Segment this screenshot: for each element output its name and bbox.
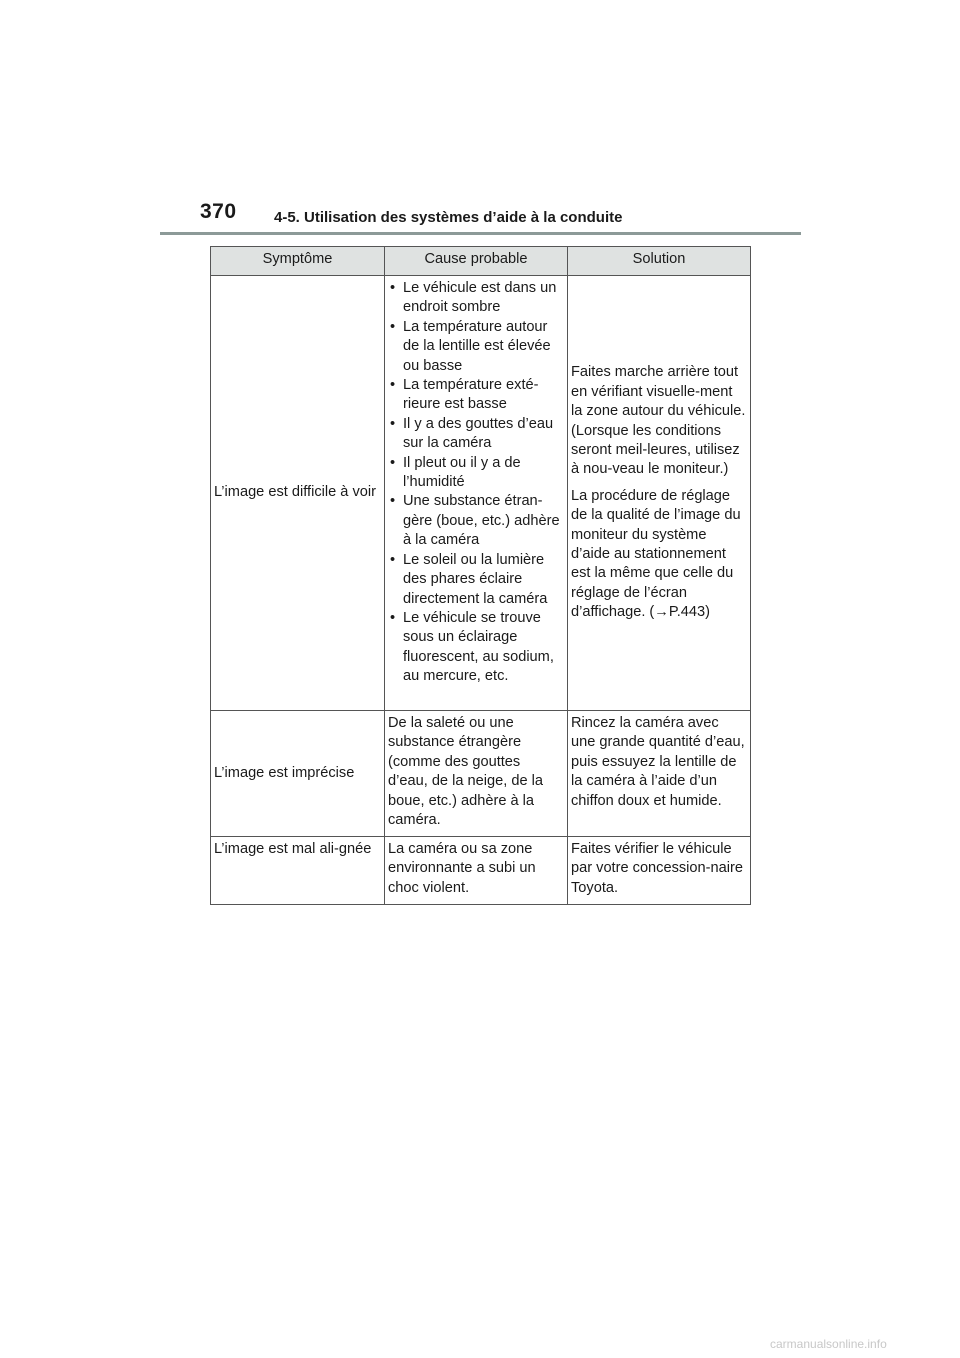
bullet-icon: •: [390, 377, 396, 394]
solution-paragraph: La procédure de réglage de la qualité de l’image du moniteur du système d’aide au stationnement est la même que celle du réglage de l’écran d’affichage. (→P.443): [571, 487, 741, 621]
solution-cell: Faites vérifier le véhicule par votre concession-naire Toyota.: [568, 837, 751, 905]
watermark: carmanualsonline.info: [770, 1337, 887, 1351]
bullet-icon: •: [390, 280, 396, 296]
list-item: • Il pleut ou il y a de l’humidité: [390, 454, 521, 491]
symptom-cell: L’image est mal ali-gnée: [211, 837, 385, 905]
cause-cell: La caméra ou sa zone environnante a subi un choc violent.: [385, 837, 568, 905]
list-item: • Une substance étran-gère (boue, etc.) adhère à la caméra: [390, 493, 560, 549]
column-header-symptom: Symptôme: [211, 247, 385, 276]
troubleshooting-table: [210, 246, 751, 905]
list-item: • Le soleil ou la lumière des phares éclaire directement la caméra: [390, 551, 548, 607]
bullet-icon: •: [390, 318, 396, 335]
bullet-icon: •: [390, 551, 396, 568]
solution-cell: Rincez la caméra avec une grande quantité d’eau, puis essuyez la lentille de la caméra à l’aide d’un chiffon doux et humide.: [568, 711, 751, 837]
cause-list: [388, 279, 564, 687]
list-item: • La température autour de la lentille est élevée ou basse: [390, 318, 551, 374]
table-row: [211, 711, 751, 837]
section-title: 4-5. Utilisation des systèmes d’aide à la conduite: [274, 209, 623, 226]
list-item: • Le véhicule est dans un endroit sombre: [390, 280, 557, 316]
bullet-icon: •: [390, 415, 396, 432]
solution-paragraph: Faites marche arrière tout en vérifiant visuelle-ment la zone autour du véhicule. (Lorsque les conditions seront meil-leures, utilisez à nou-veau le moniteur.): [571, 364, 746, 478]
header-divider: [160, 232, 801, 235]
bullet-icon: •: [390, 454, 396, 471]
solution-cell: [568, 276, 751, 711]
table-row: [211, 837, 751, 905]
page-number: 370: [200, 200, 237, 223]
column-header-solution: Solution: [568, 247, 751, 276]
symptom-cell: L’image est difficile à voir: [211, 276, 385, 711]
list-item: • La température exté-rieure est basse: [390, 377, 539, 413]
table-row: [211, 276, 751, 711]
table-header-row: [211, 247, 751, 276]
cause-cell: De la saleté ou une substance étrangère (comme des gouttes d’eau, de la neige, de la boue, etc.) adhère à la caméra.: [385, 711, 568, 837]
list-item: • Le véhicule se trouve sous un éclairage fluorescent, au sodium, au mercure, etc.: [390, 609, 554, 685]
bullet-icon: •: [390, 609, 396, 626]
column-header-cause: Cause probable: [385, 247, 568, 276]
list-item: • Il y a des gouttes d’eau sur la caméra: [390, 415, 554, 452]
symptom-cell: L’image est imprécise: [211, 711, 385, 837]
bullet-icon: •: [390, 493, 396, 510]
cause-cell: [385, 276, 568, 711]
